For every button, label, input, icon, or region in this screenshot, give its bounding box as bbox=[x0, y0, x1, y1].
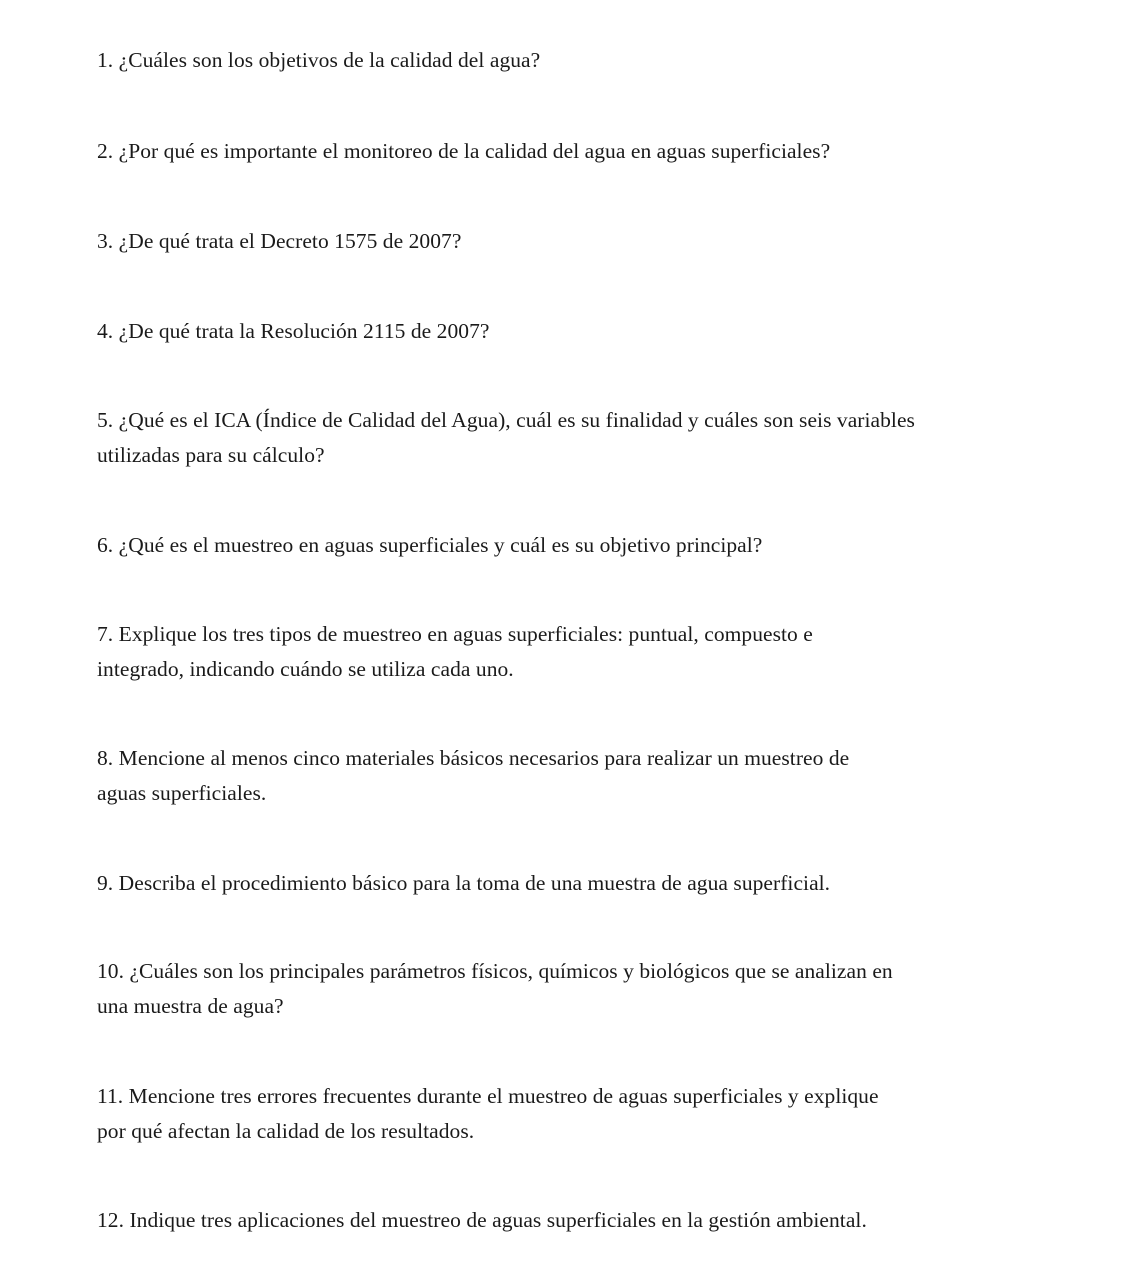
question-10-line-1: 10. ¿Cuáles son los principales parámetros físicos, químicos y biológicos que se analizan en bbox=[97, 959, 893, 983]
question-5-line-1: 5. ¿Qué es el ICA (Índice de Calidad del Agua), cuál es su finalidad y cuáles son seis variables bbox=[97, 408, 915, 432]
question-11 bbox=[97, 1079, 1087, 1149]
question-4 bbox=[97, 314, 1087, 349]
question-12-line-1: 12. Indique tres aplicaciones del muestreo de aguas superficiales en la gestión ambiental. bbox=[97, 1208, 867, 1232]
question-4-line-1: 4. ¿De qué trata la Resolución 2115 de 2007? bbox=[97, 319, 490, 343]
question-7-line-2: integrado, indicando cuándo se utiliza cada uno. bbox=[97, 657, 514, 681]
question-10-line-2: una muestra de agua? bbox=[97, 994, 284, 1018]
question-6-line-1: 6. ¿Qué es el muestreo en aguas superficiales y cuál es su objetivo principal? bbox=[97, 533, 763, 557]
question-8-line-1: 8. Mencione al menos cinco materiales básicos necesarios para realizar un muestreo de bbox=[97, 746, 850, 770]
question-2-line-1: 2. ¿Por qué es importante el monitoreo de la calidad del agua en aguas superficiales? bbox=[97, 139, 831, 163]
question-1 bbox=[97, 43, 1087, 78]
question-5 bbox=[97, 403, 1087, 473]
question-9 bbox=[97, 866, 1087, 901]
question-11-line-1: 11. Mencione tres errores frecuentes durante el muestreo de aguas superficiales y explique bbox=[97, 1084, 879, 1108]
question-3-line-1: 3. ¿De qué trata el Decreto 1575 de 2007? bbox=[97, 229, 462, 253]
question-8-line-2: aguas superficiales. bbox=[97, 781, 267, 805]
question-10 bbox=[97, 954, 1087, 1024]
question-3 bbox=[97, 224, 1087, 259]
question-7 bbox=[97, 617, 1087, 687]
question-6 bbox=[97, 528, 1087, 563]
question-7-line-1: 7. Explique los tres tipos de muestreo en aguas superficiales: puntual, compuesto e bbox=[97, 622, 813, 646]
question-2 bbox=[97, 134, 1087, 169]
question-5-line-2: utilizadas para su cálculo? bbox=[97, 443, 325, 467]
question-1-line-1: 1. ¿Cuáles son los objetivos de la calidad del agua? bbox=[97, 48, 541, 72]
question-8 bbox=[97, 741, 1087, 811]
question-9-line-1: 9. Describa el procedimiento básico para la toma de una muestra de agua superficial. bbox=[97, 871, 831, 895]
question-11-line-2: por qué afectan la calidad de los resultados. bbox=[97, 1119, 475, 1143]
question-12 bbox=[97, 1203, 1087, 1238]
